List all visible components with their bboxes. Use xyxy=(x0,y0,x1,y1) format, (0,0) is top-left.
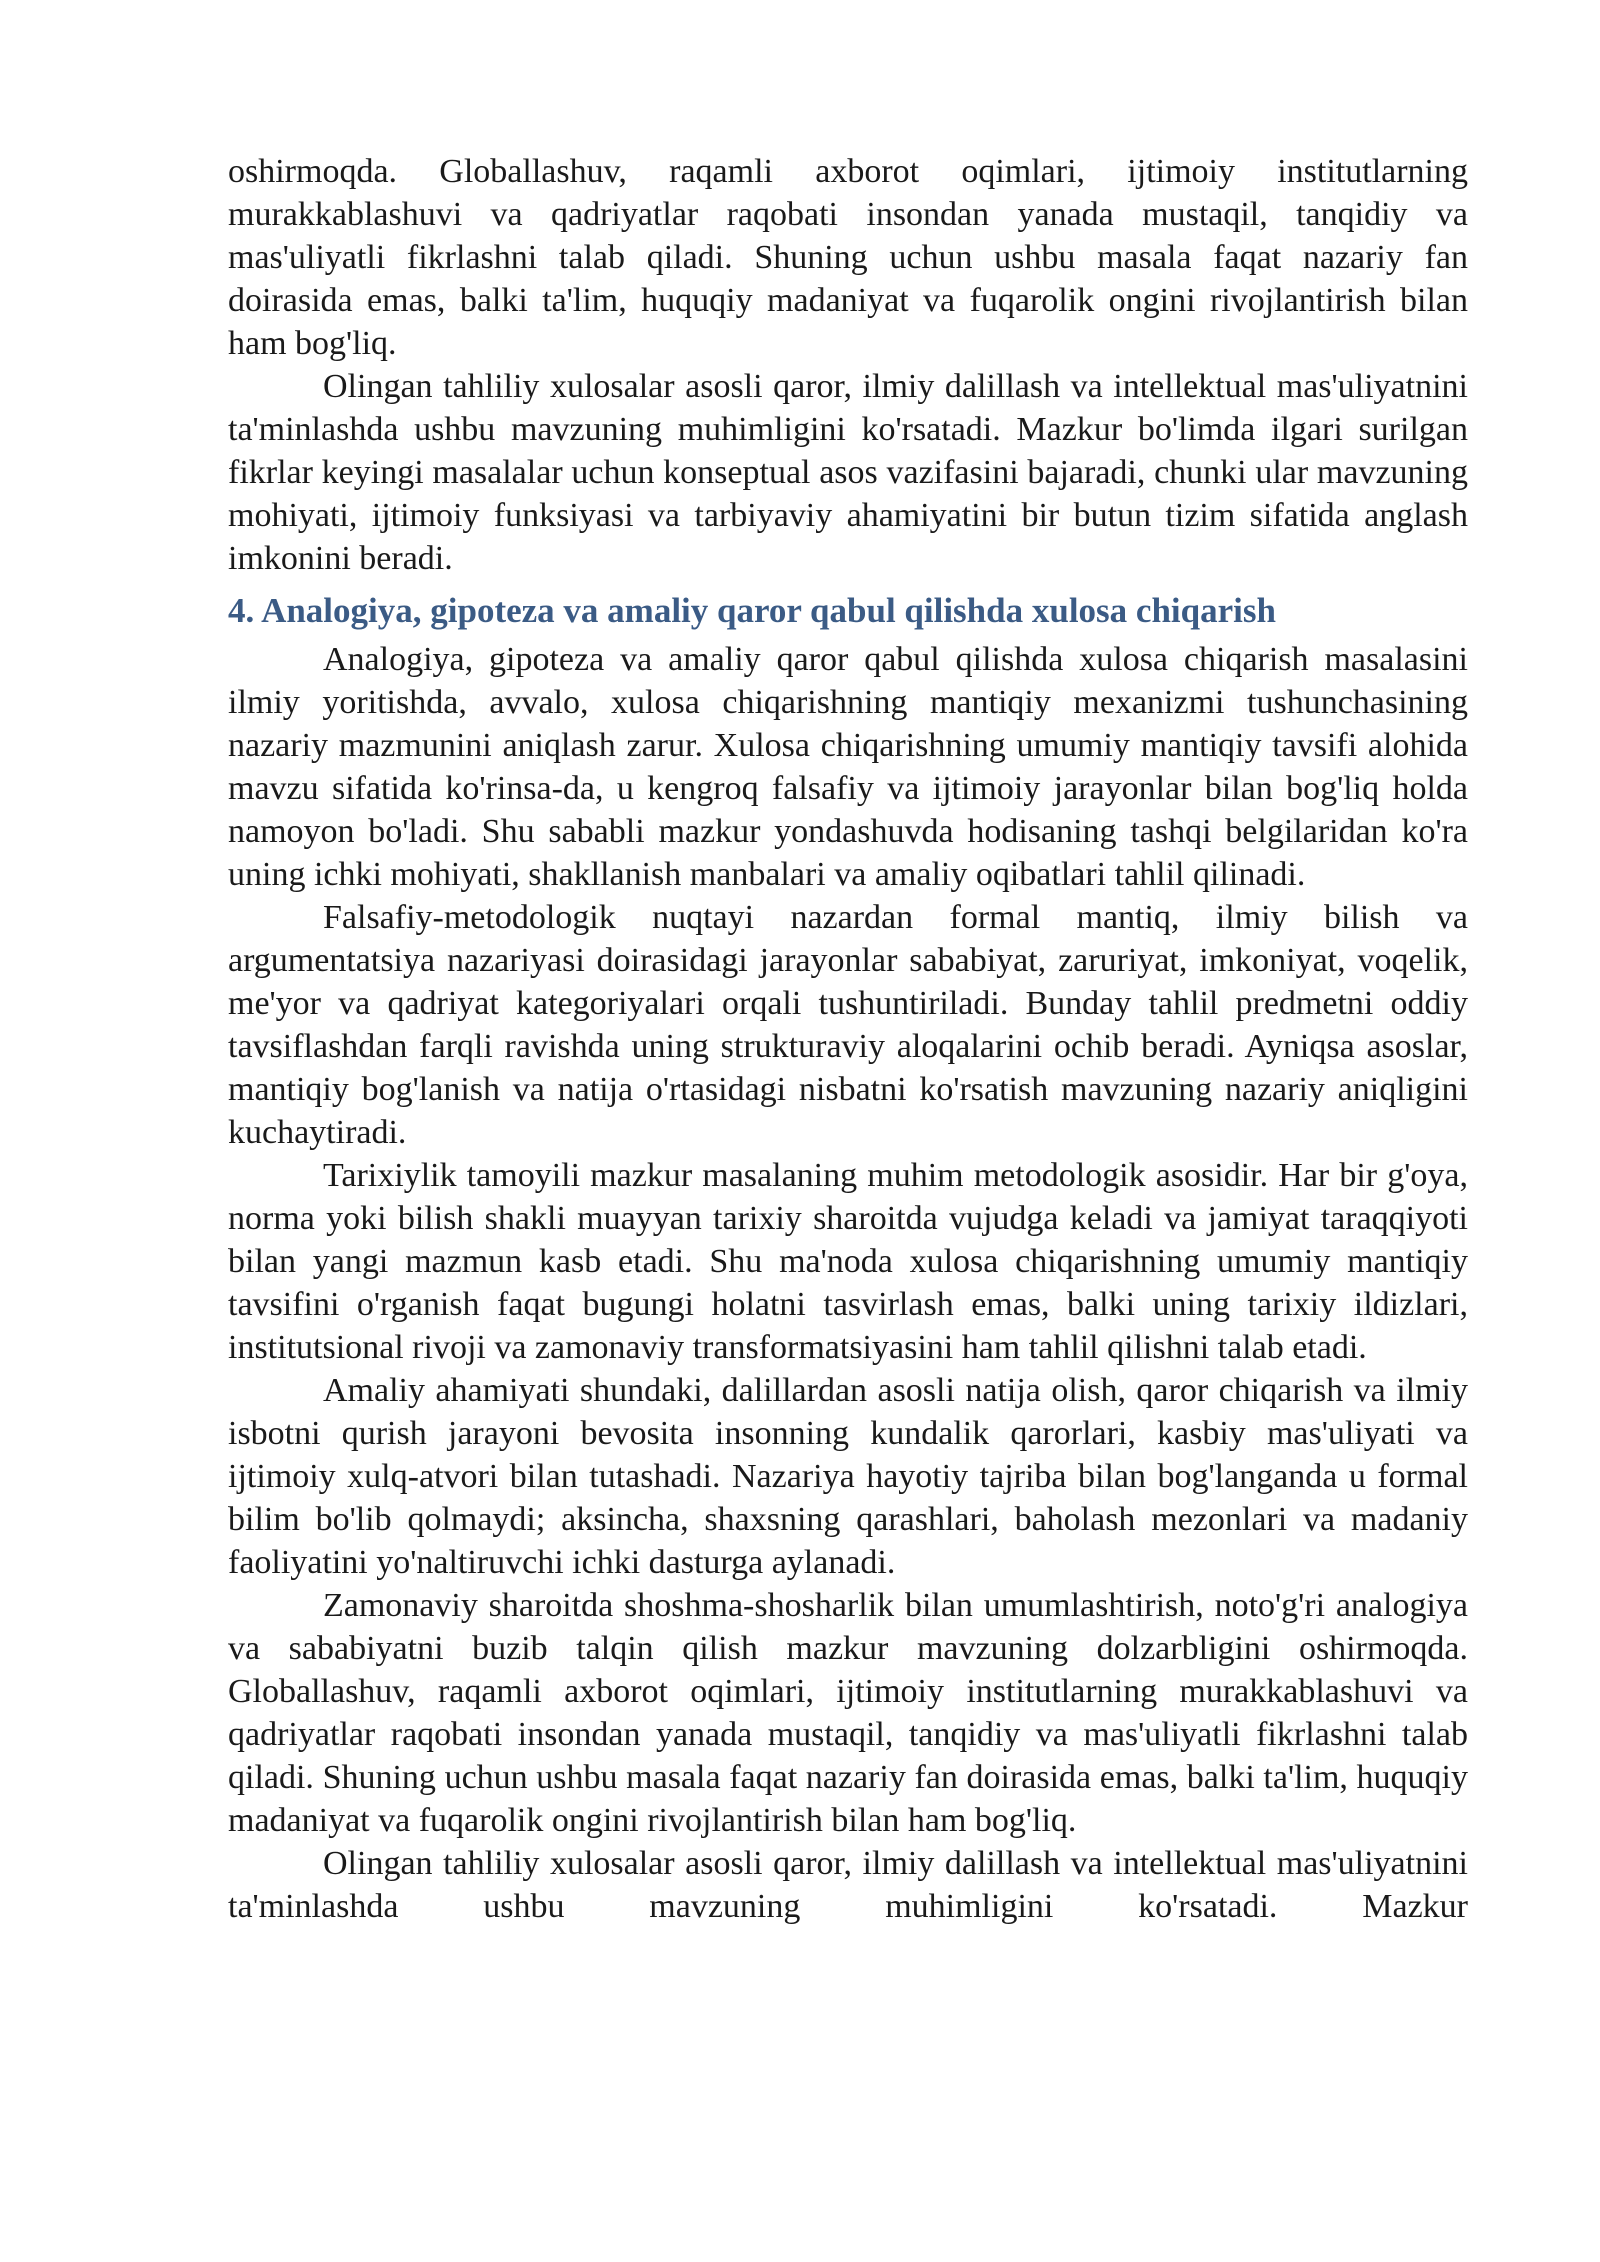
section-heading: 4. Analogiya, gipoteza va amaliy qaror qabul qilishda xulosa chiqarish xyxy=(228,591,1276,630)
paragraph: Falsafiy-metodologik nuqtayi nazardan formal mantiq, ilmiy bilish va argumentatsiya nazariyasi doirasidagi jarayonlar sababiyat, zaruriyat, imkoniyat, voqelik, me'yor va qadriyat kategoriyalari orqali tushuntiriladi. Bunday tahlil predmetni oddiy tavsiflashdan farqli ravishda uning strukturaviy aloqalarini ochib beradi. Ayniqsa asoslar, mantiqiy bog'lanish va natija o'rtasidagi nisbatni ko'rsatish mavzuning nazariy aniqligini kuchaytiradi. xyxy=(228,899,1468,1151)
paragraph: Amaliy ahamiyati shundaki, dalillardan asosli natija olish, qaror chiqarish va ilmiy isbotni qurish jarayoni bevosita insonning kundalik qarorlari, kasbiy mas'uliyati va ijtimoiy xulq-atvori bilan tutashadi. Nazariya hayotiy tajriba bilan bog'langanda u formal bilim bo'lib qolmaydi; aksincha, shaxsning qarashlari, baholash mezonlari va madaniy faoliyatini yo'naltiruvchi ichki dasturga aylanadi. xyxy=(228,1372,1468,1581)
paragraph: Olingan tahliliy xulosalar asosli qaror, ilmiy dalillash va intellektual mas'uliyatnini ta'minlashda ushbu mavzuning muhimligini ko'rsatadi. Mazkur bo'limda ilgari surilgan fikrlar keyingi masalalar uchun konseptual asos vazifasini bajaradi, chunki ular mavzuning mohiyati, ijtimoiy funksiyasi va tarbiyaviy ahamiyatini bir butun tizim sifatida anglash imkonini beradi. xyxy=(228,368,1468,577)
document-page xyxy=(228,150,1468,1928)
paragraph: oshirmoqda. Globallashuv, raqamli axborot oqimlari, ijtimoiy institutlarning murakkablashuvi va qadriyatlar raqobati insondan yanada mustaqil, tanqidiy va mas'uliyatli fikrlashni talab qiladi. Shuning uchun ushbu masala faqat nazariy fan doirasida emas, balki ta'lim, huquqiy madaniyat va fuqarolik ongini rivojlantirish bilan ham bog'liq. xyxy=(228,153,1468,362)
paragraph: Zamonaviy sharoitda shoshma-shosharlik bilan umumlashtirish, noto'g'ri analogiya va sababiyatni buzib talqin qilish mazkur mavzuning dolzarbligini oshirmoqda. Globallashuv, raqamli axborot oqimlari, ijtimoiy institutlarning murakkablashuvi va qadriyatlar raqobati insondan yanada mustaqil, tanqidiy va mas'uliyatli fikrlashni talab qiladi. Shuning uchun ushbu masala faqat nazariy fan doirasida emas, balki ta'lim, huquqiy madaniyat va fuqarolik ongini rivojlantirish bilan ham bog'liq. xyxy=(228,1587,1468,1839)
paragraph: Analogiya, gipoteza va amaliy qaror qabul qilishda xulosa chiqarish masalasini ilmiy yoritishda, avvalo, xulosa chiqarishning mantiqiy mexanizmi tushunchasining nazariy mazmunini aniqlash zarur. Xulosa chiqarishning umumiy mantiqiy tavsifi alohida mavzu sifatida ko'rinsa-da, u kengroq falsafiy va ijtimoiy jarayonlar bilan bog'liq holda namoyon bo'ladi. Shu sababli mazkur yondashuvda hodisaning tashqi belgilaridan ko'ra uning ichki mohiyati, shakllanish manbalari va amaliy oqibatlari tahlil qilinadi. xyxy=(228,641,1468,893)
paragraph: Tarixiylik tamoyili mazkur masalaning muhim metodologik asosidir. Har bir g'oya, norma yoki bilish shakli muayyan tarixiy sharoitda vujudga keladi va jamiyat taraqqiyoti bilan yangi mazmun kasb etadi. Shu ma'noda xulosa chiqarishning umumiy mantiqiy tavsifini o'rganish faqat bugungi holatni tasvirlash emas, balki uning tarixiy ildizlari, institutsional rivoji va zamonaviy transformatsiyasini ham tahlil qilishni talab etadi. xyxy=(228,1157,1468,1366)
paragraph: Olingan tahliliy xulosalar asosli qaror, ilmiy dalillash va intellektual mas'uliyatnini ta'minlashda ushbu mavzuning muhimligini ko'rsatadi. Mazkur xyxy=(228,1845,1468,1925)
